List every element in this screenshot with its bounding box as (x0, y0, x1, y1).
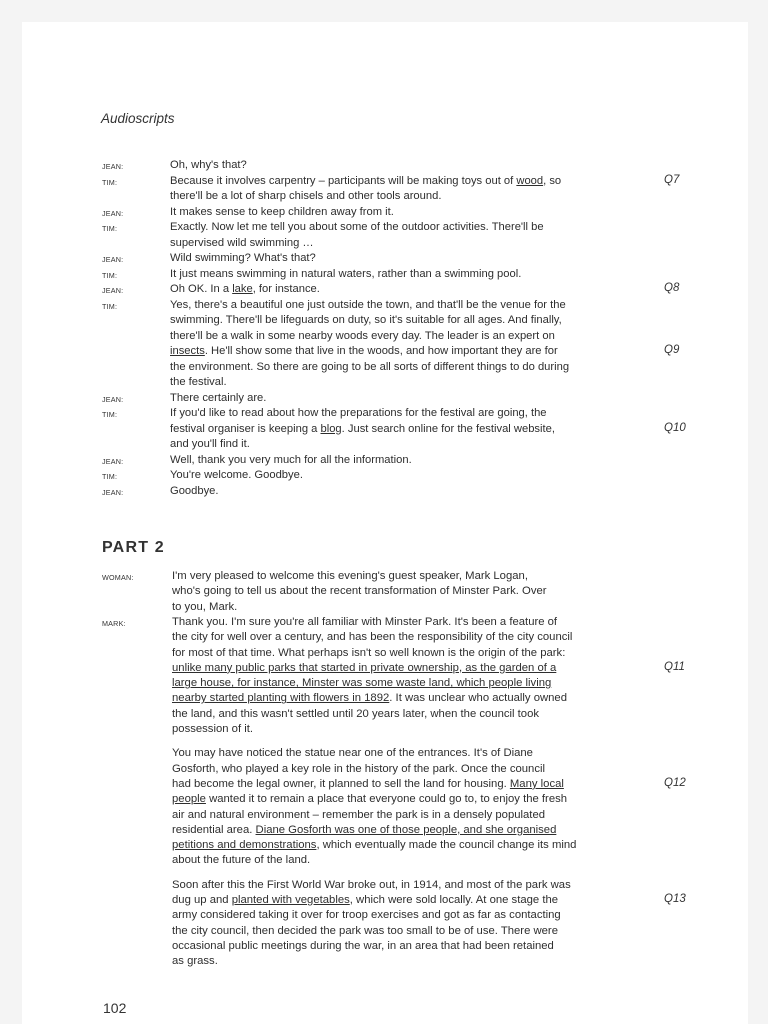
line-text: possession of it. (172, 723, 254, 735)
underlined-answer-text: Diane Gosforth was one of those people, and she organised (255, 823, 557, 836)
line-text: dug up and (172, 894, 232, 906)
line-text: Exactly. Now let me tell you about some of the outdoor activities. There'll be (170, 221, 544, 233)
line-text: had become the legal owner, it planned to sell the land for housing. (172, 777, 510, 790)
underlined-answer-text: blog (320, 422, 342, 435)
speaker-label: TIM: (102, 410, 118, 419)
section-heading: Audioscripts (101, 111, 175, 126)
underlined-answer-text: large house, for instance, Minster was some waste land, which people living (172, 677, 552, 690)
transcript-line (170, 205, 394, 220)
transcript-line (170, 437, 250, 452)
transcript-line (172, 777, 564, 792)
transcript-line (172, 707, 539, 722)
question-marker: Q12 (664, 776, 686, 789)
transcript-line (172, 924, 558, 939)
line-text: there'll be a walk in some nearby woods every day. The leader is an expert on (170, 329, 555, 342)
line-text: and you'll find it. (170, 438, 250, 450)
underlined-answer-text: petitions and demonstrations (172, 839, 317, 852)
line-text: , so (543, 174, 562, 187)
underlined-answer-text: Many local (509, 777, 564, 790)
page-sheet (22, 22, 748, 1024)
transcript-line (172, 691, 567, 706)
speaker-label: TIM: (102, 177, 118, 187)
line-text: supervised wild swimming … (170, 236, 314, 249)
line-text: Oh OK. In a (170, 283, 233, 295)
speaker-label: JEAN: (102, 162, 124, 171)
line-text: to you, Mark. (172, 600, 238, 613)
transcript-line (170, 468, 303, 483)
question-marker: Q11 (664, 660, 685, 673)
transcript-line (172, 584, 547, 599)
transcript-line (170, 329, 555, 344)
transcript-line (172, 939, 554, 954)
line-text: , which were sold locally. At one stage the (349, 894, 559, 906)
transcript-line (172, 646, 565, 661)
transcript-line (172, 954, 218, 969)
line-text: Soon after this the First World War broke out, in 1914, and most of the park was (172, 878, 571, 891)
page-number: 102 (103, 1000, 127, 1016)
line-text: . Just search online for the festival website, (341, 422, 555, 435)
line-text: You may have noticed the statue near one of the entrances. It's of Diane (172, 747, 533, 760)
line-text: Gosforth, who played a key role in the history of the park. Once the council (172, 762, 545, 775)
line-text: about the future of the land. (172, 854, 311, 867)
question-marker: Q8 (664, 282, 680, 294)
transcript-line (172, 600, 237, 615)
line-text: the land, and this wasn't settled until 20 years later, when the council took (172, 707, 540, 720)
transcript-line (172, 908, 561, 923)
line-text: Wild swimming? What's that? (170, 252, 316, 264)
line-text: Goodbye. (170, 484, 219, 497)
transcript-line (170, 189, 441, 204)
line-text: . It was unclear who actually owned (389, 692, 567, 705)
line-text: the festival. (170, 376, 227, 388)
line-text: If you'd like to read about how the preparations for the festival are going, the (170, 407, 547, 419)
transcript-line (172, 746, 533, 761)
speaker-label: JEAN: (102, 487, 124, 497)
underlined-answer-text: insects (170, 345, 205, 357)
line-text: It makes sense to keep children away from it. (170, 205, 394, 218)
part2-title: PART 2 (102, 539, 165, 556)
underlined-answer-text: planted with vegetables (231, 894, 350, 906)
underlined-answer-text: nearby started planting with flowers in 1892 (172, 692, 390, 705)
underlined-answer-text: unlike many public parks that started in private ownership, as the garden of a (172, 661, 557, 674)
line-text: Yes, there's a beautiful one just outside the town, and that'll be the venue for the (170, 298, 566, 311)
transcript-line (172, 808, 545, 823)
line-text: as grass. (172, 955, 218, 968)
underlined-answer-text: people (172, 793, 206, 806)
line-text: the city for well over a century, and has been the responsibility of the city council (172, 631, 573, 644)
transcript-line (170, 391, 266, 406)
transcript-line (170, 313, 562, 328)
transcript-line (170, 251, 316, 266)
underlined-answer-text: lake (232, 283, 253, 295)
transcript-line (170, 453, 412, 468)
transcript-line (170, 422, 555, 437)
transcript-line (172, 630, 572, 645)
speaker-label: TIM: (102, 224, 118, 233)
line-text: , for instance. (252, 283, 320, 295)
line-text: who's going to tell us about the recent transformation of Minster Park. Over (172, 585, 547, 598)
line-text: there'll be a lot of sharp chisels and other tools around. (170, 190, 442, 202)
speaker-label: JEAN: (102, 255, 124, 264)
line-text: . He'll show some that live in the woods, and how important they are for (204, 345, 558, 357)
line-text: residential area. (172, 823, 256, 836)
transcript-line (172, 838, 576, 853)
line-text: Thank you. I'm sure you're all familiar with Minster Park. It's been a feature of (172, 615, 558, 628)
transcript-line (172, 722, 253, 737)
line-text: occasional public meetings during the war, in an area that had been retained (172, 939, 554, 952)
transcript-line (170, 406, 547, 421)
line-text: Well, thank you very much for all the information. (170, 453, 412, 466)
transcript-line (172, 878, 571, 893)
transcript-line (170, 375, 227, 390)
line-text: wanted it to remain a place that everyone could go to, to enjoy the fresh (205, 793, 568, 806)
line-text: the city council, then decided the park was too small to be of use. There were (172, 924, 558, 937)
transcript-line (170, 236, 314, 251)
transcript-line (172, 853, 310, 868)
speaker-label: WOMAN: (102, 573, 134, 582)
question-marker: Q10 (664, 421, 686, 434)
speaker-label: TIM: (102, 301, 118, 311)
transcript-line (172, 762, 545, 777)
transcript-line (170, 360, 569, 375)
speaker-label: JEAN: (102, 394, 124, 404)
question-marker: Q13 (664, 893, 686, 905)
transcript-line (172, 823, 556, 838)
line-text: the environment. So there are going to be all sorts of different things to do during (170, 360, 570, 373)
transcript-line (172, 792, 567, 807)
speaker-label: TIM: (102, 472, 118, 481)
transcript-line (170, 484, 219, 499)
line-text: You're welcome. Goodbye. (170, 469, 303, 481)
line-text: Oh, why's that? (170, 159, 247, 171)
speaker-label: JEAN: (102, 286, 124, 295)
transcript-line (170, 220, 544, 235)
speaker-label: TIM: (102, 270, 118, 280)
transcript-line (170, 158, 247, 173)
line-text: , which eventually made the council change its mind (316, 839, 577, 852)
transcript-line (170, 344, 558, 359)
line-text: festival organiser is keeping a (170, 422, 321, 435)
question-marker: Q7 (664, 173, 680, 186)
transcript-line (172, 676, 551, 691)
transcript-line (172, 893, 558, 908)
line-text: swimming. There'll be lifeguards on duty, so it's suitable for all ages. And finally, (170, 314, 562, 326)
line-text: Because it involves carpentry – participants will be making toys out of (170, 174, 517, 187)
transcript-line (170, 174, 561, 189)
speaker-label: JEAN: (102, 456, 124, 466)
transcript-line (170, 298, 566, 313)
line-text: for most of that time. What perhaps isn't so well known is the origin of the park: (172, 646, 566, 659)
line-text: There certainly are. (170, 391, 267, 404)
underlined-answer-text: wood (516, 174, 544, 187)
line-text: air and natural environment – remember the park is in a densely populated (172, 808, 546, 821)
line-text: I'm very pleased to welcome this evening's guest speaker, Mark Logan, (172, 570, 528, 582)
speaker-label: MARK: (102, 618, 126, 628)
speaker-label: JEAN: (102, 208, 124, 218)
question-marker: Q9 (664, 344, 680, 356)
line-text: It just means swimming in natural waters, rather than a swimming pool. (170, 267, 522, 280)
transcript-line (170, 282, 320, 297)
transcript-line (172, 661, 556, 676)
line-text: army considered taking it over for troop exercises and got as far as contacting (172, 909, 561, 922)
transcript-line (172, 615, 557, 630)
transcript-line (170, 267, 521, 282)
transcript-line (172, 569, 528, 584)
